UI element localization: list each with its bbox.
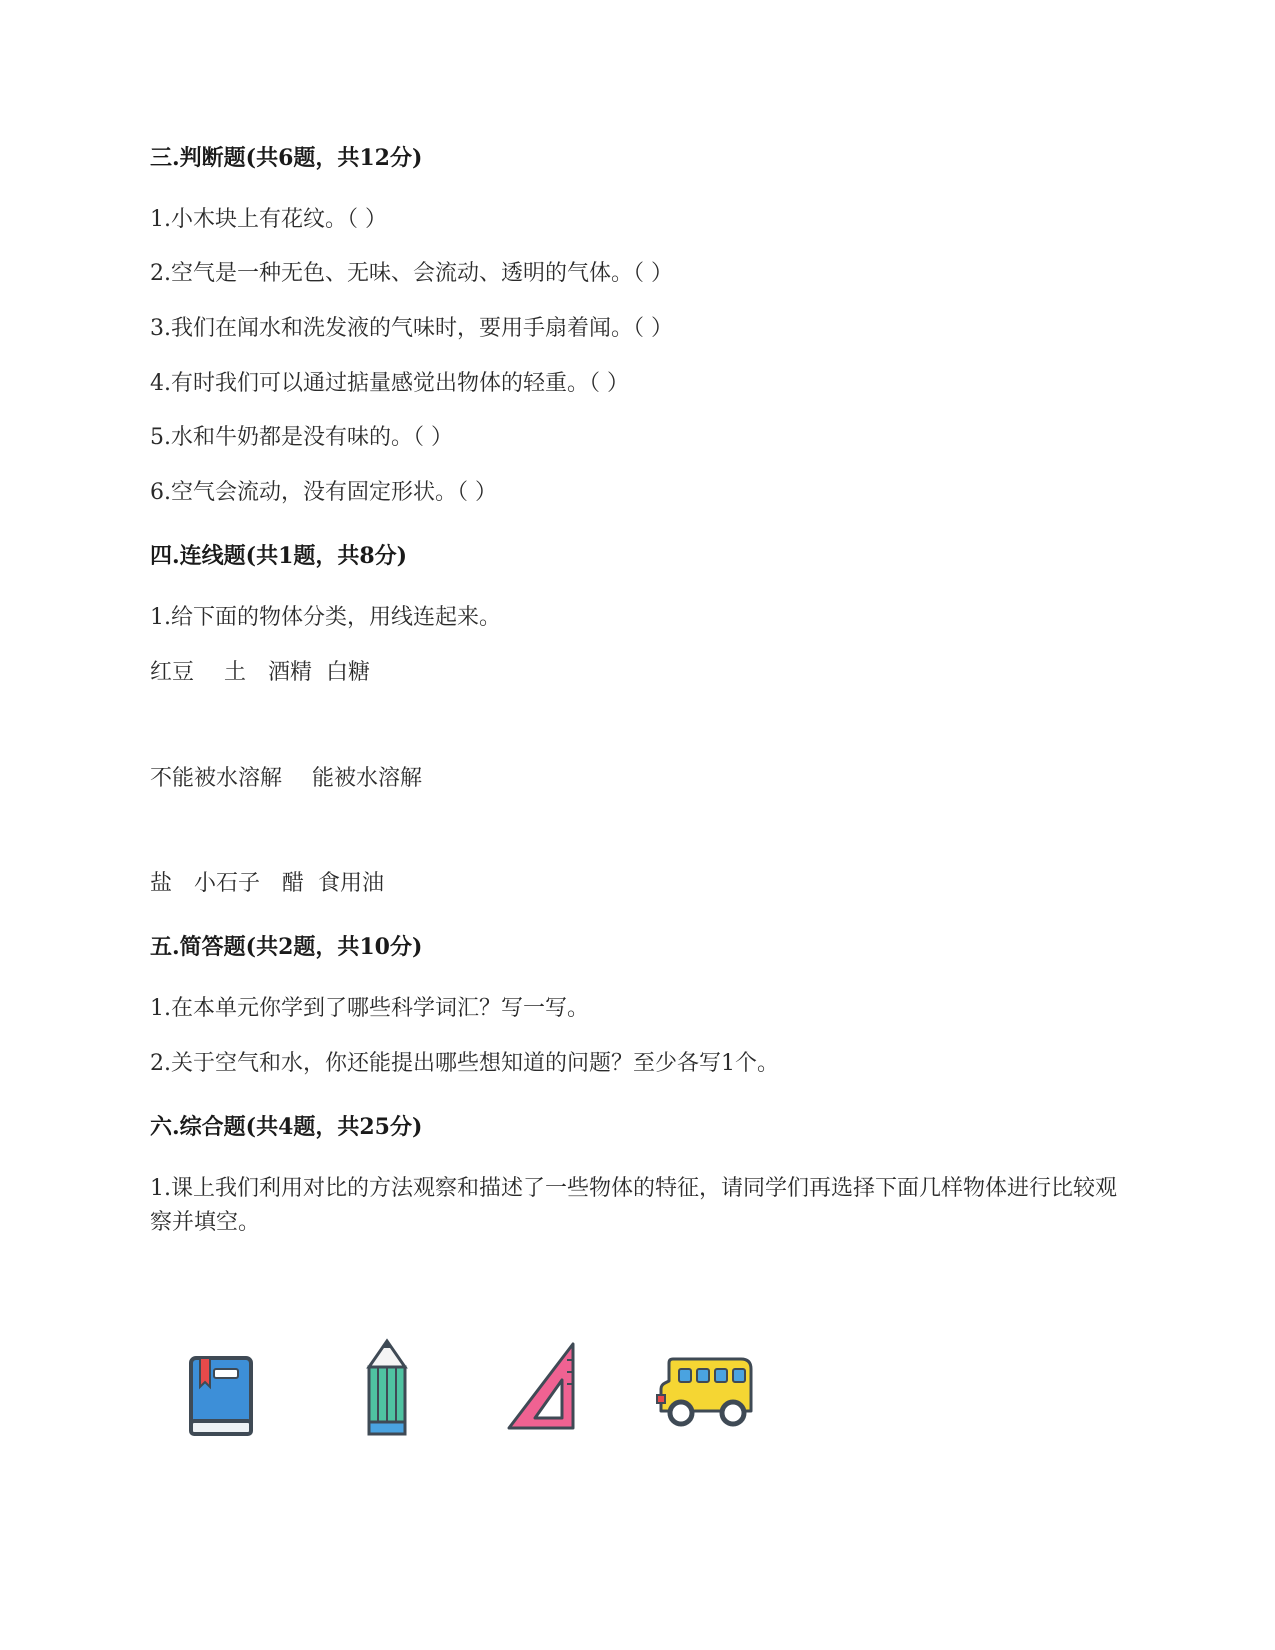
- judge-item-5: 5.水和牛奶都是没有味的。（ ）: [150, 425, 453, 450]
- pencil-icon: [365, 1337, 409, 1437]
- matching-word: 酒精: [268, 660, 313, 685]
- school-bus-icon: [655, 1355, 757, 1429]
- judge-item-1: 1.小木块上有花纹。（ ）: [150, 207, 387, 232]
- matching-category-row: [150, 762, 422, 796]
- judge-item-4: 4.有时我们可以通过掂量感觉出物体的轻重。（ ）: [150, 371, 629, 396]
- matching-bottom-row: [150, 867, 384, 901]
- matching-word: 红豆: [150, 660, 195, 685]
- matching-word: 土: [224, 660, 247, 685]
- matching-category: 不能被水溶解: [150, 766, 283, 791]
- section-4-title: 四.连线题(共1题，共8分): [150, 543, 408, 569]
- matching-word: 小石子: [194, 871, 261, 896]
- matching-word: 白糖: [326, 660, 371, 685]
- short-answer-1: 1.在本单元你学到了哪些科学词汇？写一写。: [150, 996, 589, 1021]
- section-6-title: 六.综合题(共4题，共25分): [150, 1114, 423, 1140]
- matching-category: 能被水溶解: [312, 766, 423, 791]
- matching-word: 盐: [150, 871, 173, 896]
- book-icon: [188, 1355, 254, 1437]
- section-5-title: 五.简答题(共2题，共10分): [150, 934, 423, 960]
- section-3-title: 三.判断题(共6题，共12分): [150, 145, 423, 171]
- matching-word: 醋: [282, 871, 305, 896]
- matching-word: 食用油: [318, 871, 385, 896]
- short-answer-2: 2.关于空气和水，你还能提出哪些想知道的问题？至少各写1个。: [150, 1051, 779, 1076]
- comprehensive-question: 1.课上我们利用对比的方法观察和描述了一些物体的特征，请同学们再选择下面几样物体进行比较观察并填空。: [150, 1176, 1117, 1235]
- judge-item-6: 6.空气会流动，没有固定形状。（ ）: [150, 480, 497, 505]
- triangle-ruler-icon: [505, 1340, 577, 1432]
- judge-item-3: 3.我们在闻水和洗发液的气味时，要用手扇着闻。（ ）: [150, 316, 673, 341]
- matching-question: 1.给下面的物体分类，用线连起来。: [150, 605, 501, 630]
- judge-item-2: 2.空气是一种无色、无味、会流动、透明的气体。（ ）: [150, 261, 673, 286]
- matching-top-row: [150, 656, 370, 690]
